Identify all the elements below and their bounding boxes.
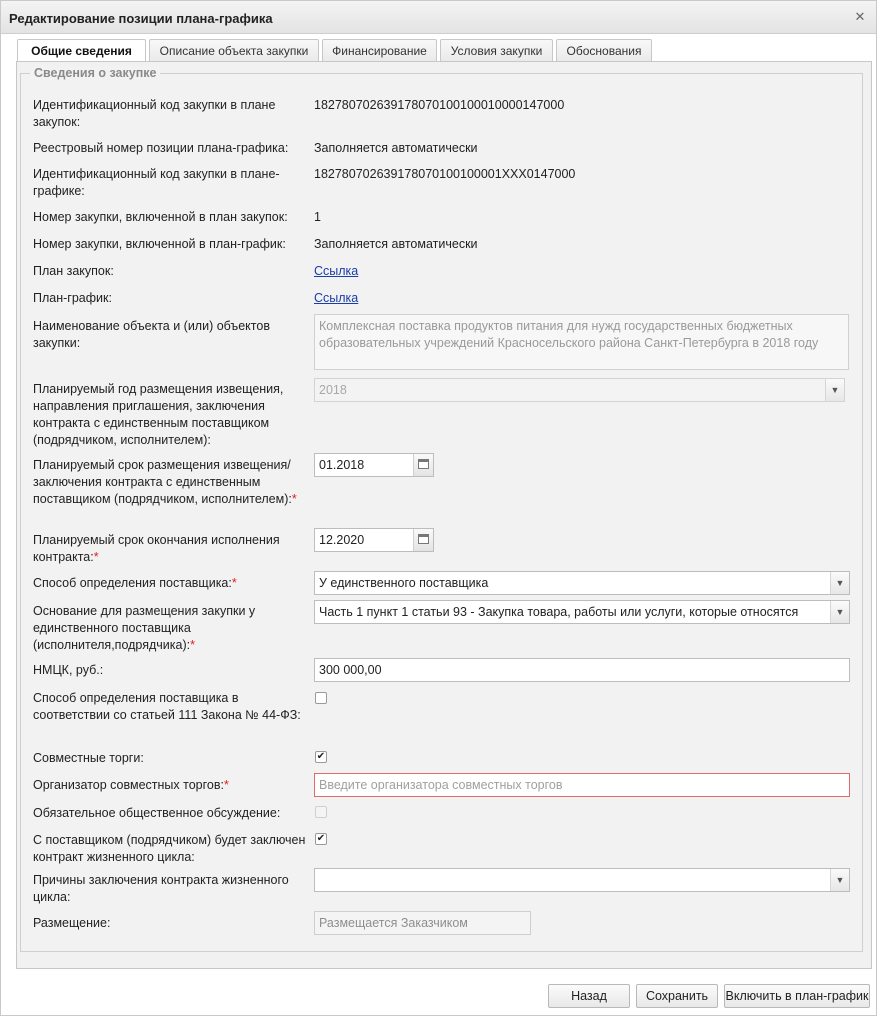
calendar-icon[interactable] (413, 529, 433, 551)
plan-year-label: Планируемый год размещения извещения, направления приглашения, заключения контракта с единственным поставщиком (подрядчиком, исполнителем): (33, 382, 284, 447)
chevron-down-icon: ▼ (830, 869, 849, 891)
plan-link-label: План закупок: (33, 264, 114, 278)
nmck-field[interactable]: 300 000,00 (314, 658, 850, 682)
close-icon[interactable]: ✕ (854, 9, 866, 24)
required-mark: * (190, 638, 195, 652)
plan-link[interactable]: Ссылка (314, 264, 359, 278)
check-icon: ✔ (316, 833, 326, 844)
num-graph-label: Номер закупки, включенной в план-график: (33, 237, 286, 251)
plan-year-value: 2018 (319, 383, 347, 397)
lifecycle-reason-select[interactable] (314, 868, 850, 892)
plan-year-select[interactable] (314, 378, 845, 402)
method-label: Способ определения поставщика:* (33, 576, 237, 590)
placement-label: Размещение: (33, 916, 111, 930)
discussion-checkbox[interactable] (315, 806, 327, 818)
lifecycle-reason-label: Причины заключения контракта жизненного цикла: (33, 873, 289, 904)
placement-field[interactable]: Размещается Заказчиком (314, 911, 531, 935)
include-in-plan-button[interactable]: Включить в план-график (724, 984, 870, 1008)
plan-term-field[interactable] (314, 453, 434, 477)
art111-label: Способ определения поставщика в соответствии со статьей 111 Закона № 44-ФЗ: (33, 691, 301, 722)
lifecycle-label: С поставщиком (подрядчиком) будет заключен контракт жизненного цикла: (33, 833, 306, 864)
tab-justifications[interactable]: Обоснования (556, 39, 652, 63)
fieldset-legend: Сведения о закупке (30, 66, 160, 80)
check-icon: ✔ (316, 751, 326, 762)
plan-term-value: 01.2018 (319, 458, 365, 472)
ikz-graph-label: Идентификационный код закупки в плане-графике: (33, 167, 280, 198)
dialog-titlebar (1, 1, 876, 34)
joint-label: Совместные торги: (33, 751, 144, 765)
reg-number-label: Реестровый номер позиции плана-графика: (33, 141, 289, 155)
end-term-field[interactable] (314, 528, 434, 552)
plan-term-label: Планируемый срок размещения извещения/ заключения контракта с единственным поставщиком (подрядчиком, исполнителем):* (33, 458, 297, 506)
basis-label: Основание для размещения закупки у единственного поставщика (исполнителя,подрядчика):* (33, 604, 256, 652)
chevron-down-icon: ▼ (825, 379, 844, 401)
ikz-graph-value: 182780702639178070100100001XXX0147000 (314, 167, 576, 181)
object-name-label: Наименование объекта и (или) объектов закупки: (33, 319, 270, 350)
discussion-label: Обязательное общественное обсуждение: (33, 806, 281, 820)
tab-general[interactable]: Общие сведения (17, 39, 146, 64)
graph-link-label: План-график: (33, 291, 112, 305)
basis-value: Часть 1 пункт 1 статьи 93 - Закупка товара, работы или услуги, которые относятся (319, 605, 799, 619)
chevron-down-icon: ▼ (830, 601, 849, 623)
chevron-down-icon: ▼ (830, 572, 849, 594)
art111-checkbox[interactable] (315, 692, 327, 704)
joint-checkbox[interactable] (315, 751, 327, 763)
method-select[interactable] (314, 571, 850, 595)
tab-object-description[interactable]: Описание объекта закупки (149, 39, 319, 63)
calendar-icon[interactable] (413, 454, 433, 476)
required-mark: * (231, 576, 237, 590)
tab-financing[interactable]: Финансирование (322, 39, 437, 63)
basis-select[interactable] (314, 600, 850, 624)
object-name-textarea[interactable]: Комплексная поставка продуктов питания для нужд государственных бюджетных образовательных учреждений Красносельского района Санкт-Петербурга в 2018 году (314, 314, 849, 370)
ikz-plan-value: 182780702639178070100100010000147000 (314, 98, 565, 112)
organizer-label: Организатор совместных торгов:* (33, 778, 229, 792)
reg-number-value: Заполняется автоматически (314, 141, 478, 155)
end-term-label: Планируемый срок окончания исполнения контракта:* (33, 533, 280, 564)
num-plan-label: Номер закупки, включенной в план закупок: (33, 210, 288, 224)
required-mark: * (223, 778, 229, 792)
num-plan-value: 1 (314, 210, 321, 224)
nmck-label: НМЦК, руб.: (33, 663, 104, 677)
back-button[interactable]: Назад (548, 984, 630, 1008)
num-graph-value: Заполняется автоматически (314, 237, 478, 251)
graph-link[interactable]: Ссылка (314, 291, 359, 305)
save-button[interactable]: Сохранить (636, 984, 718, 1008)
ikz-plan-label: Идентификационный код закупки в плане закупок: (33, 98, 276, 129)
tab-conditions[interactable]: Условия закупки (440, 39, 553, 63)
end-term-value: 12.2020 (319, 533, 365, 547)
required-mark: * (291, 492, 297, 506)
lifecycle-checkbox[interactable] (315, 833, 327, 845)
dialog-title: Редактирование позиции плана-графика (9, 11, 273, 26)
method-value: У единственного поставщика (319, 576, 489, 590)
required-mark: * (93, 550, 99, 564)
organizer-field[interactable]: Введите организатора совместных торгов (314, 773, 850, 797)
